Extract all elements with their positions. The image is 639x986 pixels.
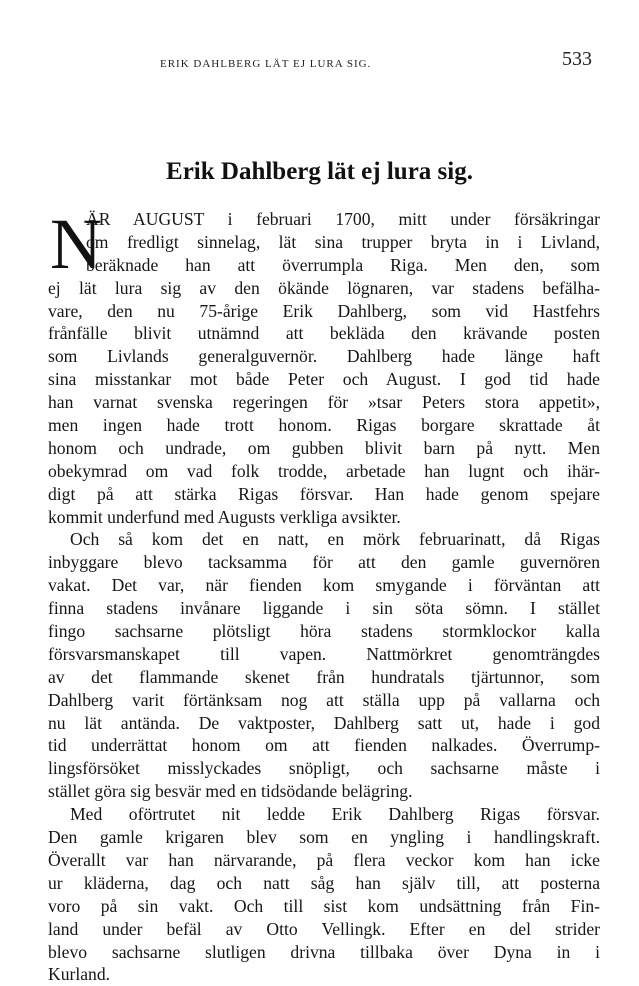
text-line: Kurland. [48, 964, 111, 985]
text-line: vare, den nu 75-årige Erik Dahlberg, som vid Hastfehrs [48, 300, 600, 321]
text-line: Dahlberg varit förtänksam nog att ställa upp på vallarna och [48, 689, 600, 710]
text-line: stället göra sig besvär med en tidsödande belägring. [48, 781, 413, 802]
text-line: finna stadens invånare liggande i sin söta sömn. I stället [48, 598, 600, 619]
text-line: land under befäl av Otto Vellingk. Efter en del strider [48, 918, 600, 939]
text-line: av det flammande skenet från hundratals tjärtunnor, som [48, 666, 600, 687]
text-line: digt på att stärka Rigas försvar. Han hade genom spejare [48, 483, 600, 504]
text-line: inbyggare blevo tacksamma för att den gamle guvernören [48, 552, 600, 573]
chapter-title: Erik Dahlberg lät ej lura sig. [166, 158, 473, 185]
text-line: tid underrättat honom om att fienden nalkades. Överrump- [48, 735, 600, 756]
text-line: frånfälle blivit utnämnd att bekläda den krävande posten [48, 323, 600, 344]
text-line: försvarsmanskapet till vapen. Nattmörkret genomträngdes [48, 643, 600, 664]
text-line: obekymrad om vad folk trodde, arbetade han lugnt och ihär- [48, 460, 600, 481]
running-header: ERIK DAHLBERG LÄT EJ LURA SIG. [160, 58, 372, 70]
text-line: Överallt var han närvarande, på flera veckor kom han icke [48, 849, 600, 870]
text-line: beräknade han att överrumpla Riga. Men den, som [86, 254, 600, 275]
page-number: 533 [562, 48, 592, 70]
article-body [48, 204, 600, 986]
text-line: om fredligt sinnelag, lät sina trupper bryta in i Livland, [86, 231, 600, 252]
text-line: sina misstankar mot både Peter och August. I god tid hade [48, 369, 600, 390]
text-line: kommit underfund med Augusts verkliga avsikter. [48, 506, 401, 527]
text-line: ej lät lura sig av den ökände lögnaren, var stadens befälha- [48, 277, 600, 298]
text-line: voro på sin vakt. Och till sist kom undsättning från Fin- [48, 895, 600, 916]
text-line: han varnat svenska regeringen för »tsar Peters stora appetit», [48, 392, 600, 413]
text-line: men ingen hade trott honom. Rigas borgare skrattade åt [48, 415, 600, 436]
text-line: Den gamle krigaren blev som en yngling i handlingskraft. [48, 827, 600, 848]
text-line: vakat. Det var, när fienden kom smygande i förväntan att [48, 575, 600, 596]
text-line: blevo sachsarne slutligen drivna tillbaka över Dyna in i [48, 941, 600, 962]
drop-cap: N [50, 204, 102, 284]
text-line: ÄR AUGUST i februari 1700, mitt under försäkringar [86, 209, 600, 229]
text-line: lingsförsöket misslyckades snöpligt, och sachsarne måste i [48, 758, 600, 779]
text-line: Och så kom det en natt, en mörk februarinatt, då Rigas [70, 529, 600, 550]
text-line: Med oförtrutet nit ledde Erik Dahlberg Rigas försvar. [70, 804, 600, 825]
text-line: ur kläderna, dag och natt såg han själv till, att posterna [48, 872, 600, 893]
text-line: som Livlands generalguvernör. Dahlberg hade länge haft [48, 346, 600, 367]
text-line: nu lät antända. De vaktposter, Dahlberg satt ut, hade i god [48, 712, 600, 733]
text-line: fingo sachsarne plötsligt höra stadens stormklockor kalla [48, 621, 600, 642]
text-line: honom och undrade, om gubben blivit barn på nytt. Men [48, 437, 600, 458]
